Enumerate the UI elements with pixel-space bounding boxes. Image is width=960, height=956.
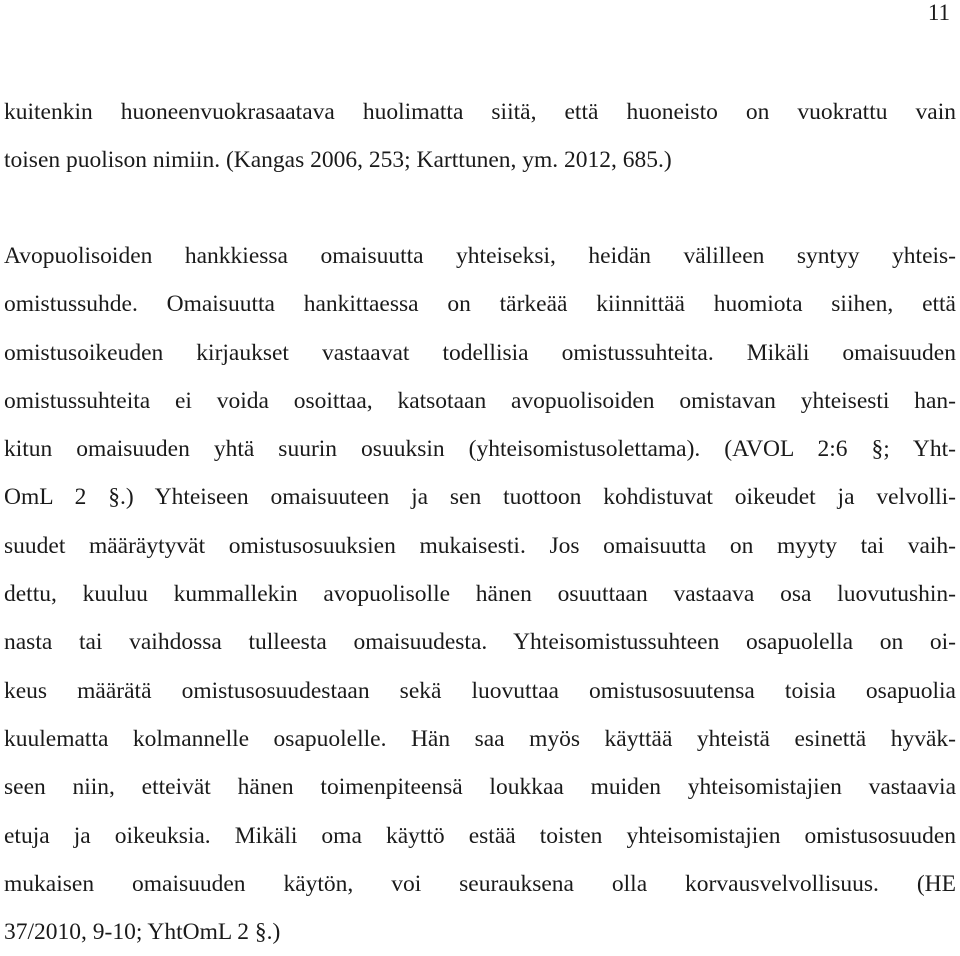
text-line: kitun omaisuuden yhtä suurin osuuksin (yhteisomistusolettama). (AVOL 2:6 §; Yht- [4,436,956,463]
text-line: omistusoikeuden kirjaukset vastaavat todellisia omistussuhteita. Mikäli omaisuuden [4,339,956,366]
text-line: kuitenkin huoneenvuokrasaatava huolimatta siitä, että huoneisto on vuokrattu vain [4,99,956,125]
text-line: etuja ja oikeuksia. Mikäli oma käyttö estää toisten yhteisomistajien omistusosuuden [4,822,956,849]
text-line: toisen puolison nimiin. (Kangas 2006, 253; Karttunen, ym. 2012, 685.) [4,147,672,174]
text-line: suudet määräytyvät omistusosuuksien mukaisesti. Jos omaisuutta on myyty tai vaih- [4,532,956,559]
text-line: nasta tai vaihdossa tulleesta omaisuudesta. Yhteisomistussuhteen osapuolella on oi- [4,629,956,656]
text-line: OmL 2 §.) Yhteiseen omaisuuteen ja sen tuottoon kohdistuvat oikeudet ja velvolli- [4,484,956,511]
paragraph-1 [4,88,956,185]
page-number: 11 [927,0,950,25]
text-line: keus määrätä omistusosuudestaan sekä luovuttaa omistusosuutensa toisia osapuolia [4,677,956,704]
paragraph-2 [4,232,956,956]
text-line: seen niin, etteivät hänen toimenpiteensä loukkaa muiden yhteisomistajien vastaavia [4,774,956,801]
text-line: kuulematta kolmannelle osapuolelle. Hän saa myös käyttää yhteistä esinettä hyväk- [4,725,956,752]
text-line: Avopuolisoiden hankkiessa omaisuutta yhteiseksi, heidän välilleen syntyy yhteis- [4,243,956,269]
text-line: mukaisen omaisuuden käytön, voi seurauksena olla korvausvelvollisuus. (HE [4,870,956,897]
text-line: 37/2010, 9-10; YhtOmL 2 §.) [4,919,281,946]
text-line: dettu, kuuluu kummallekin avopuolisolle hänen osuuttaan vastaava osa luovutushin- [4,581,956,608]
text-line: omistussuhde. Omaisuutta hankittaessa on tärkeää kiinnittää huomiota siihen, että [4,291,956,318]
text-line: omistussuhteita ei voida osoittaa, katsotaan avopuolisoiden omistavan yhteisesti han- [4,387,956,414]
